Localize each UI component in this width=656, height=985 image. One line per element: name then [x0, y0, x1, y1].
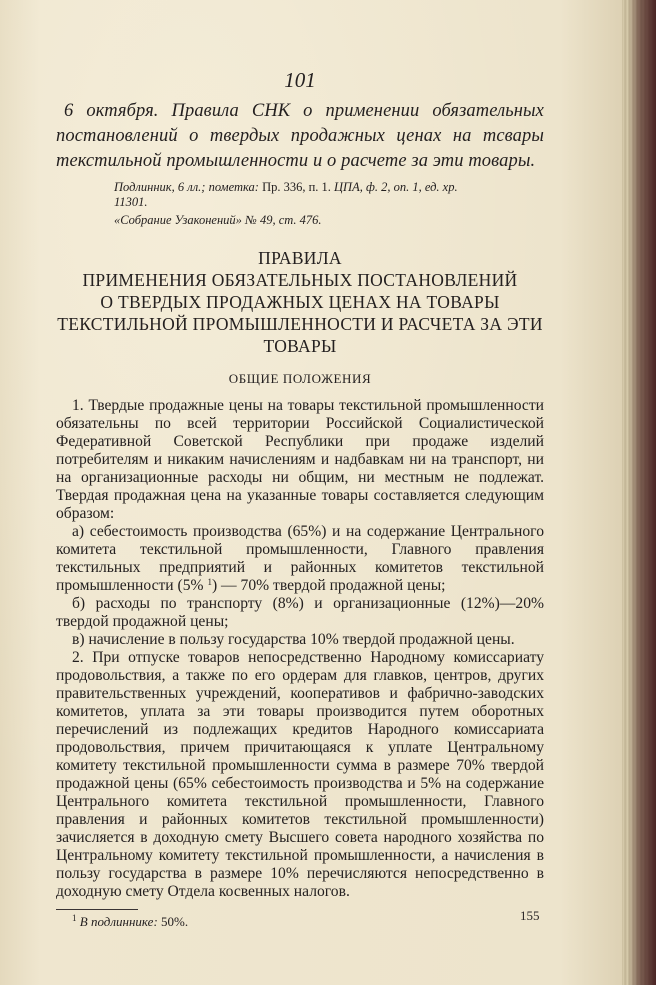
- paragraph-a: [56, 523, 544, 595]
- rules-title-line: ТОВАРЫ: [263, 336, 337, 356]
- source-line-1-italic: Подлинник, 6 лл.; пометка:: [114, 180, 259, 194]
- footnote-value: 50%.: [161, 914, 189, 929]
- body-text: [56, 397, 544, 901]
- paragraph-1: 1. Твердые продажные цены на товары текстильной промышленности обязательны по всей территории Российской Социалистической Федеративной Советской Республики при продаже изделий потребителям и никаким начислениям и надбавкам ни на транспорт, ни на организационные расходы ни общим, ни местным не подлежат. Твердая продажная цена на указанные товары составляется следующим образом:: [56, 397, 544, 522]
- paragraph-c: в) начисление в пользу государства 10% твердой продажной цены.: [72, 631, 515, 648]
- footnote-label: В подлиннике:: [79, 914, 158, 929]
- footnote-marker: 1: [72, 913, 77, 923]
- source-line-1-plain: Пр. 336, п. 1.: [258, 180, 331, 194]
- rules-title-line: ТЕКСТИЛЬНОЙ ПРОМЫШЛЕННОСТИ И РАСЧЕТА ЗА ЭТИ: [57, 314, 543, 334]
- footnote: [72, 914, 544, 930]
- document-heading: 6 октября. Правила СНК о применении обязательных постановлений о твердых продажных ценах на тсвары текстильной промышленности и о расчете за эти товары.: [56, 101, 544, 171]
- paragraph-a-text-end: ) — 70% твердой продажной цены;: [211, 577, 446, 594]
- paragraph-2: 2. При отпуске товаров непосредственно Народному комиссариату продовольствия, а также по его ордерам для главков, центров, других правительственных учреждений, кооперативов и фабрично-заводских комитетов, уплата за эти товары производится путем оборотных перечислений из подлежащих кредитов Народного комиссариата продовольствия, причем причитающаяся к уплате Центральному комитету текстильной промышленности сумма в размере 70% твердой продажной цены (65% себестоимость производства и 5% на содержание Центрального комитета текстильной промышленности, Главного правления и районных комитетов текстильной промышленности) зачисляется в доходную смету Высшего совета народного хозяйства по Центральному комитету текстильной промышленности, а начисления в пользу государства в размере 10% перечисляются непосредственно в доходную смету Отдела косвенных налогов.: [56, 649, 544, 900]
- book-cover-edge: [628, 0, 656, 985]
- footnote-divider: [56, 909, 138, 910]
- source-line-1: [114, 180, 544, 210]
- section-heading: ОБЩИЕ ПОЛОЖЕНИЯ: [228, 371, 372, 386]
- page-number: 155: [520, 908, 540, 923]
- paragraph-b: б) расходы по транспорту (8%) и организационные (12%)—20% твердой продажной цены;: [56, 595, 544, 630]
- page-content: [56, 68, 544, 930]
- source-line-2: «Собрание Узаконений» № 49, ст. 476.: [114, 213, 322, 227]
- paragraph-a-text: а) себестоимость производства (65%) и на содержание Центрального комитета текстильной промышленности, Главного правления текстильных предприятий и районных комитетов текстильной промышленности (5%: [56, 523, 544, 594]
- rules-title-line: ПРИМЕНЕНИЯ ОБЯЗАТЕЛЬНЫХ ПОСТАНОВЛЕНИЙ: [82, 270, 518, 290]
- rules-title-line: О ТВЕРДЫХ ПРОДАЖНЫХ ЦЕНАХ НА ТОВАРЫ: [100, 292, 500, 312]
- footnote-reference: 1: [207, 577, 212, 587]
- source-line-1-cont: 11301.: [114, 195, 148, 209]
- source-note: [114, 180, 544, 228]
- source-line-1-archive: ЦПА, ф. 2, оп. 1, ед. хр.: [330, 180, 458, 194]
- document-number: 101: [284, 68, 316, 92]
- rules-title-line: ПРАВИЛА: [258, 248, 342, 268]
- rules-title: [56, 247, 544, 357]
